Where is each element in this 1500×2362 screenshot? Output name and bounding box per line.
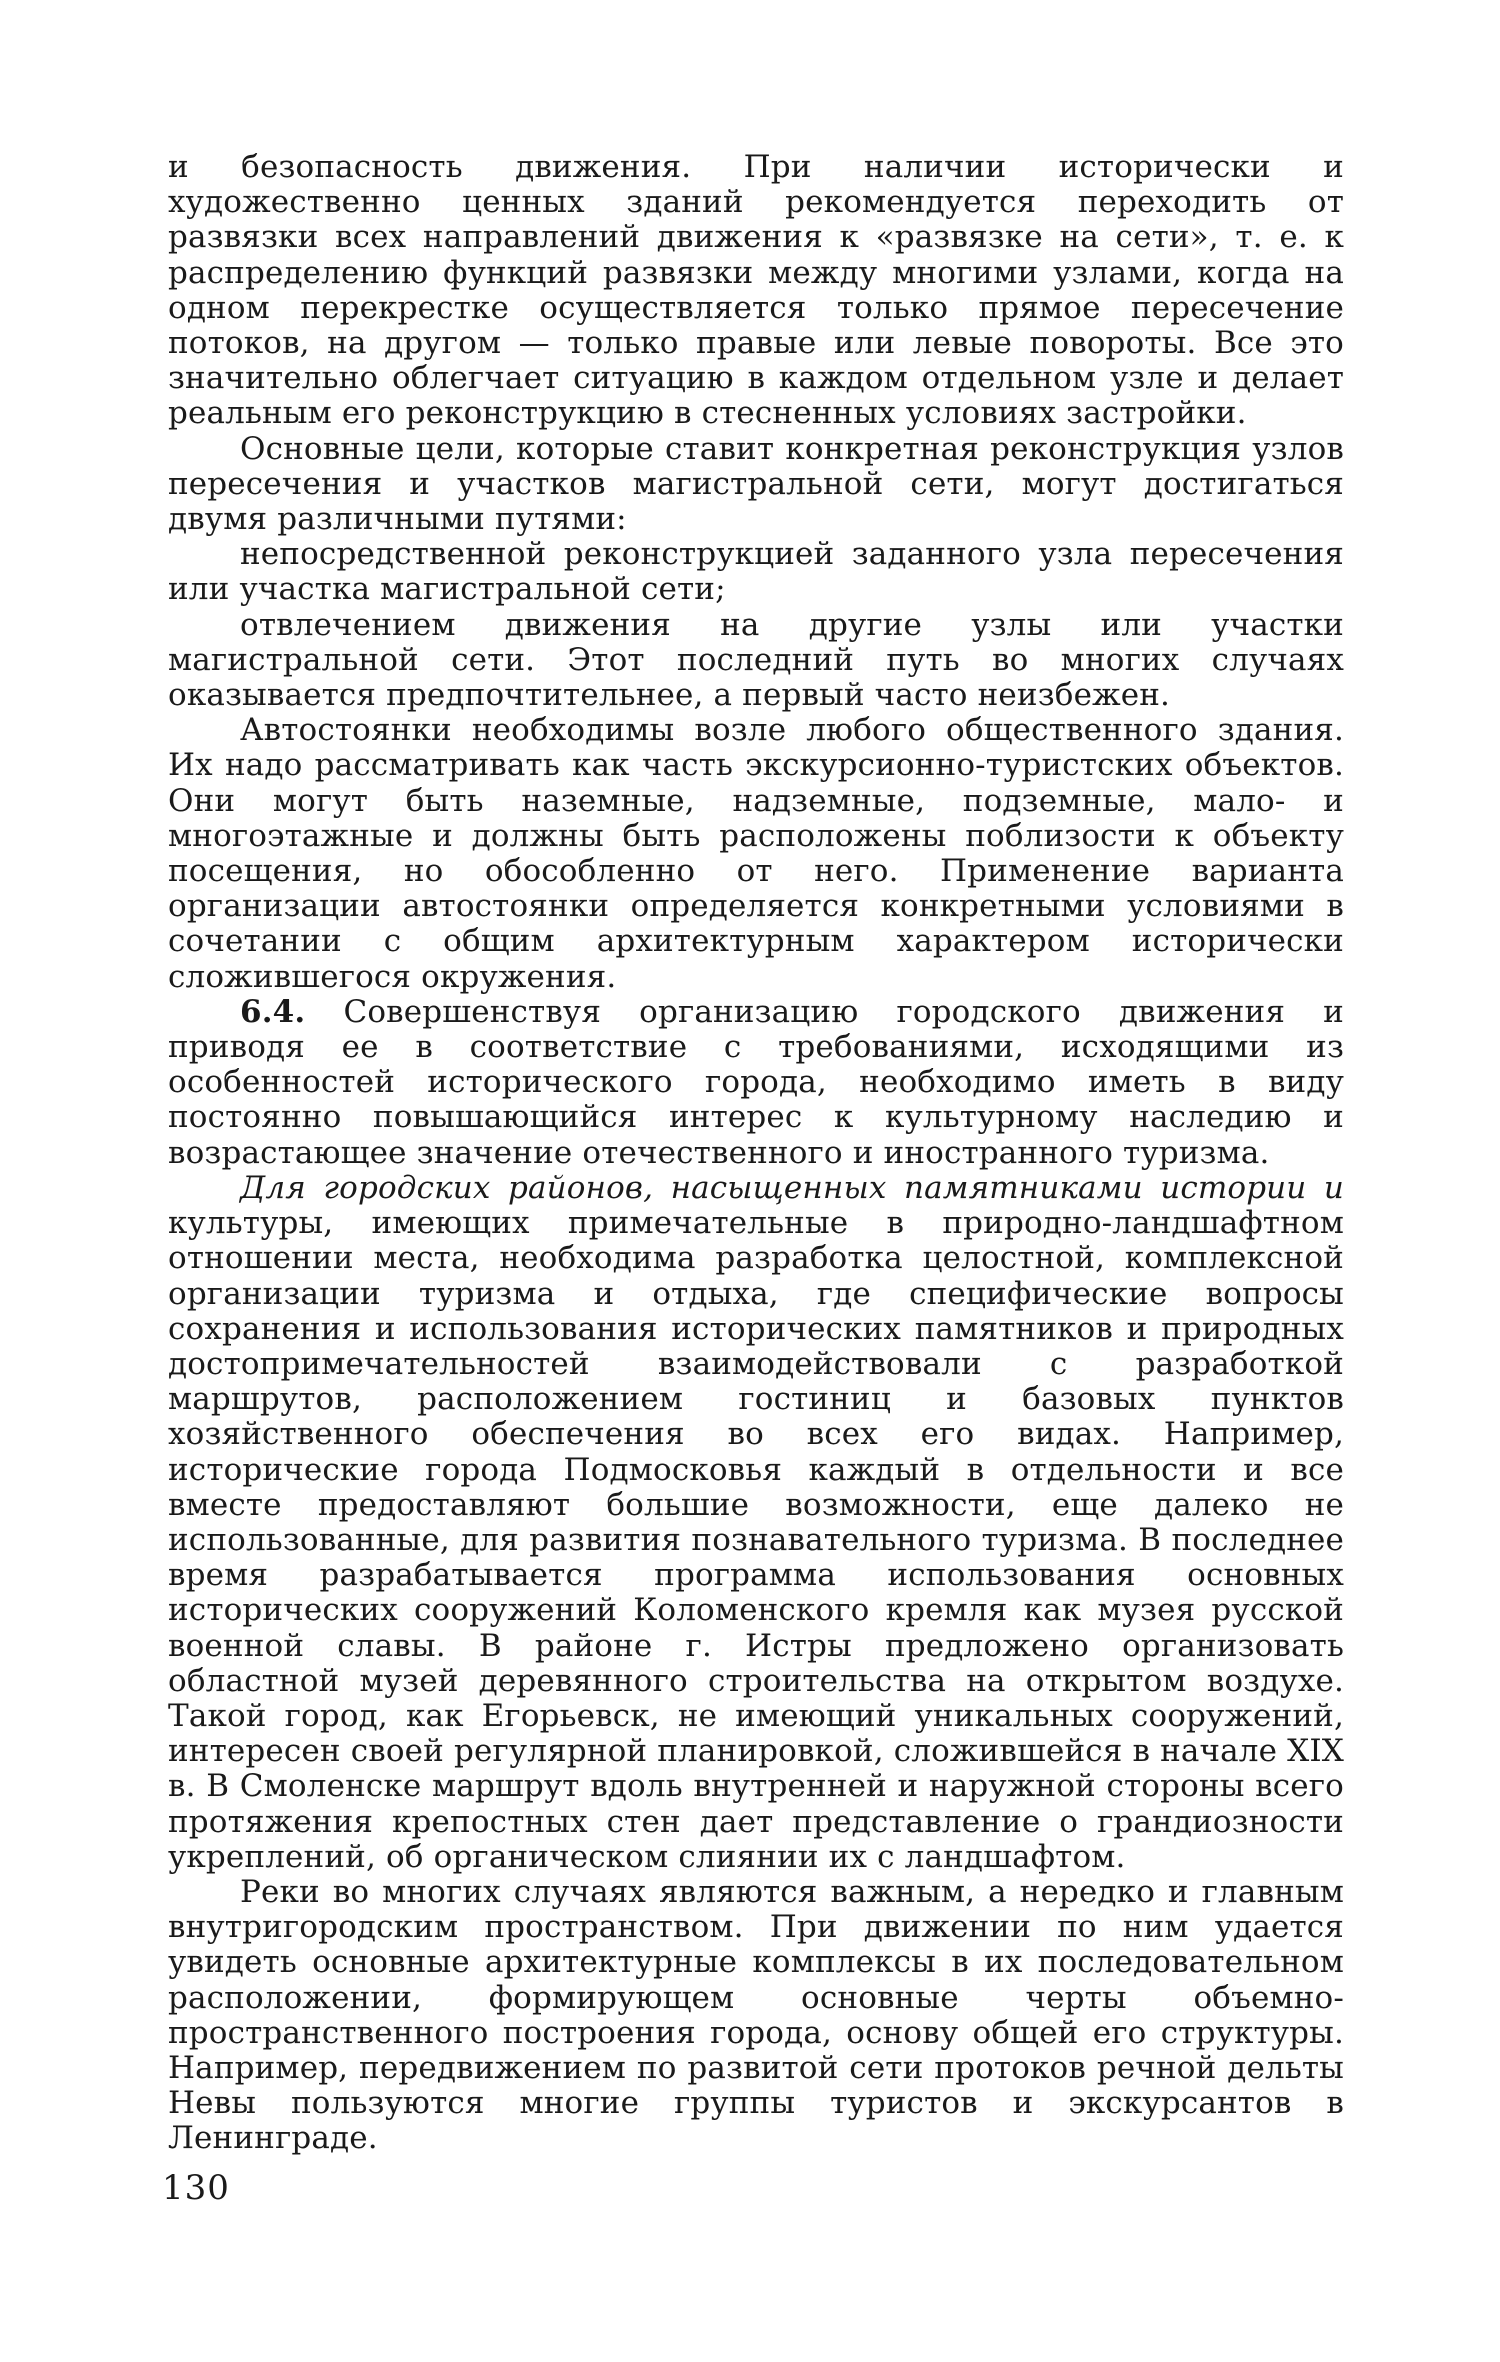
page-number: 130 [162,2168,230,2208]
paragraph-section-6-4 [168,995,1344,1171]
paragraph-continued: и безопасность движения. При наличии исторически и художественно ценных зданий рекомендуется переходить от развязки всех направлений движения к «развязке на сети», т. е. к распределению функций развязки между многими узлами, когда на одном перекрестке осуществляется только прямое пересечение потоков, на другом — только правые или левые повороты. Все это значительно облегчает ситуацию в каждом отдельном узле и делает реальным его реконструкцию в стесненных условиях застройки. [168,149,1344,432]
paragraph-tourism-text: культуры, имеющих примечательные в природно-ландшафтном отношении места, необходима разработка целостной, комплексной организации туризма и отдыха, где специфические вопросы сохранения и использования исторических памятников и природных достопримечательностей взаимодействовали с разработкой маршрутов, расположением гостиниц и базовых пунктов хозяйственного обеспечения во всех его видах. Например, исторические города Подмосковья каждый в отдельности и все вместе предоставляют большие возможности, еще далеко не использованные, для развития познавательного туризма. В последнее время разрабатывается программа использования основных исторических сооружений Коломенского кремля как музея русской военной славы. В районе г. Истры предложено организовать областной музей деревянного строительства на открытом воздухе. Такой город, как Егорьевск, не имеющий уникальных сооружений, интересен своей регулярной планировкой, сложившейся в начале XIX в. В Смоленске маршрут вдоль внутренней и наружной стороны всего протяжения крепостных стен дает представление о грандиозности укреплений, об органическом слиянии их с ландшафтом. [168,1205,1344,1875]
list-item-diversion: отвлечением движения на другие узлы или участки магистральной сети. Этот последний путь во многих случаях оказывается предпочтительнее, а первый часто неизбежен. [168,606,1344,714]
list-item-reconstruction: непосредственной реконструкцией заданного узла пересечения или участка магистральной сети; [168,536,1344,608]
section-number: 6.4. [240,993,306,1030]
page-body [168,150,1344,2157]
section-text: Совершенствуя организацию городского движения и приводя ее в соответствие с требованиями, исходящими из особенностей исторического города, необходимо иметь в виду постоянно повышающийся интерес к культурному наследию и возрастающее значение отечественного и иностранного туризма. [168,993,1344,1171]
paragraph-rivers: Реки во многих случаях являются важным, а нередко и главным внутригородским пространством. При движении по ним удается увидеть основные архитектурные комплексы в их последовательном расположении, формирующем основные черты объемно-пространственного построения города, основу общей его структуры. Например, передвижением по развитой сети протоков речной дельты Невы пользуются многие группы туристов и экскурсантов в Ленинграде. [168,1873,1344,2157]
paragraph-goals: Основные цели, которые ставит конкретная реконструкция узлов пересечения и участков магистральной сети, могут достигаться двумя различными путями: [168,430,1344,538]
paragraph-parking: Автостоянки необходимы возле любого общественного здания. Их надо рассматривать как часть экскурсионно-туристских объектов. Они могут быть наземные, надземные, подземные, мало- и многоэтажные и должны быть расположены поблизости к объекту посещения, но обособленно от него. Применение варианта организации автостоянки определяется конкретными условиями в сочетании с общим архитектурным характером исторически сложившегося окружения. [168,712,1344,995]
paragraph-tourism [168,1171,1344,1875]
paragraph-lead-italic: Для городских районов, насыщенных памятниками истории и [240,1169,1344,1206]
